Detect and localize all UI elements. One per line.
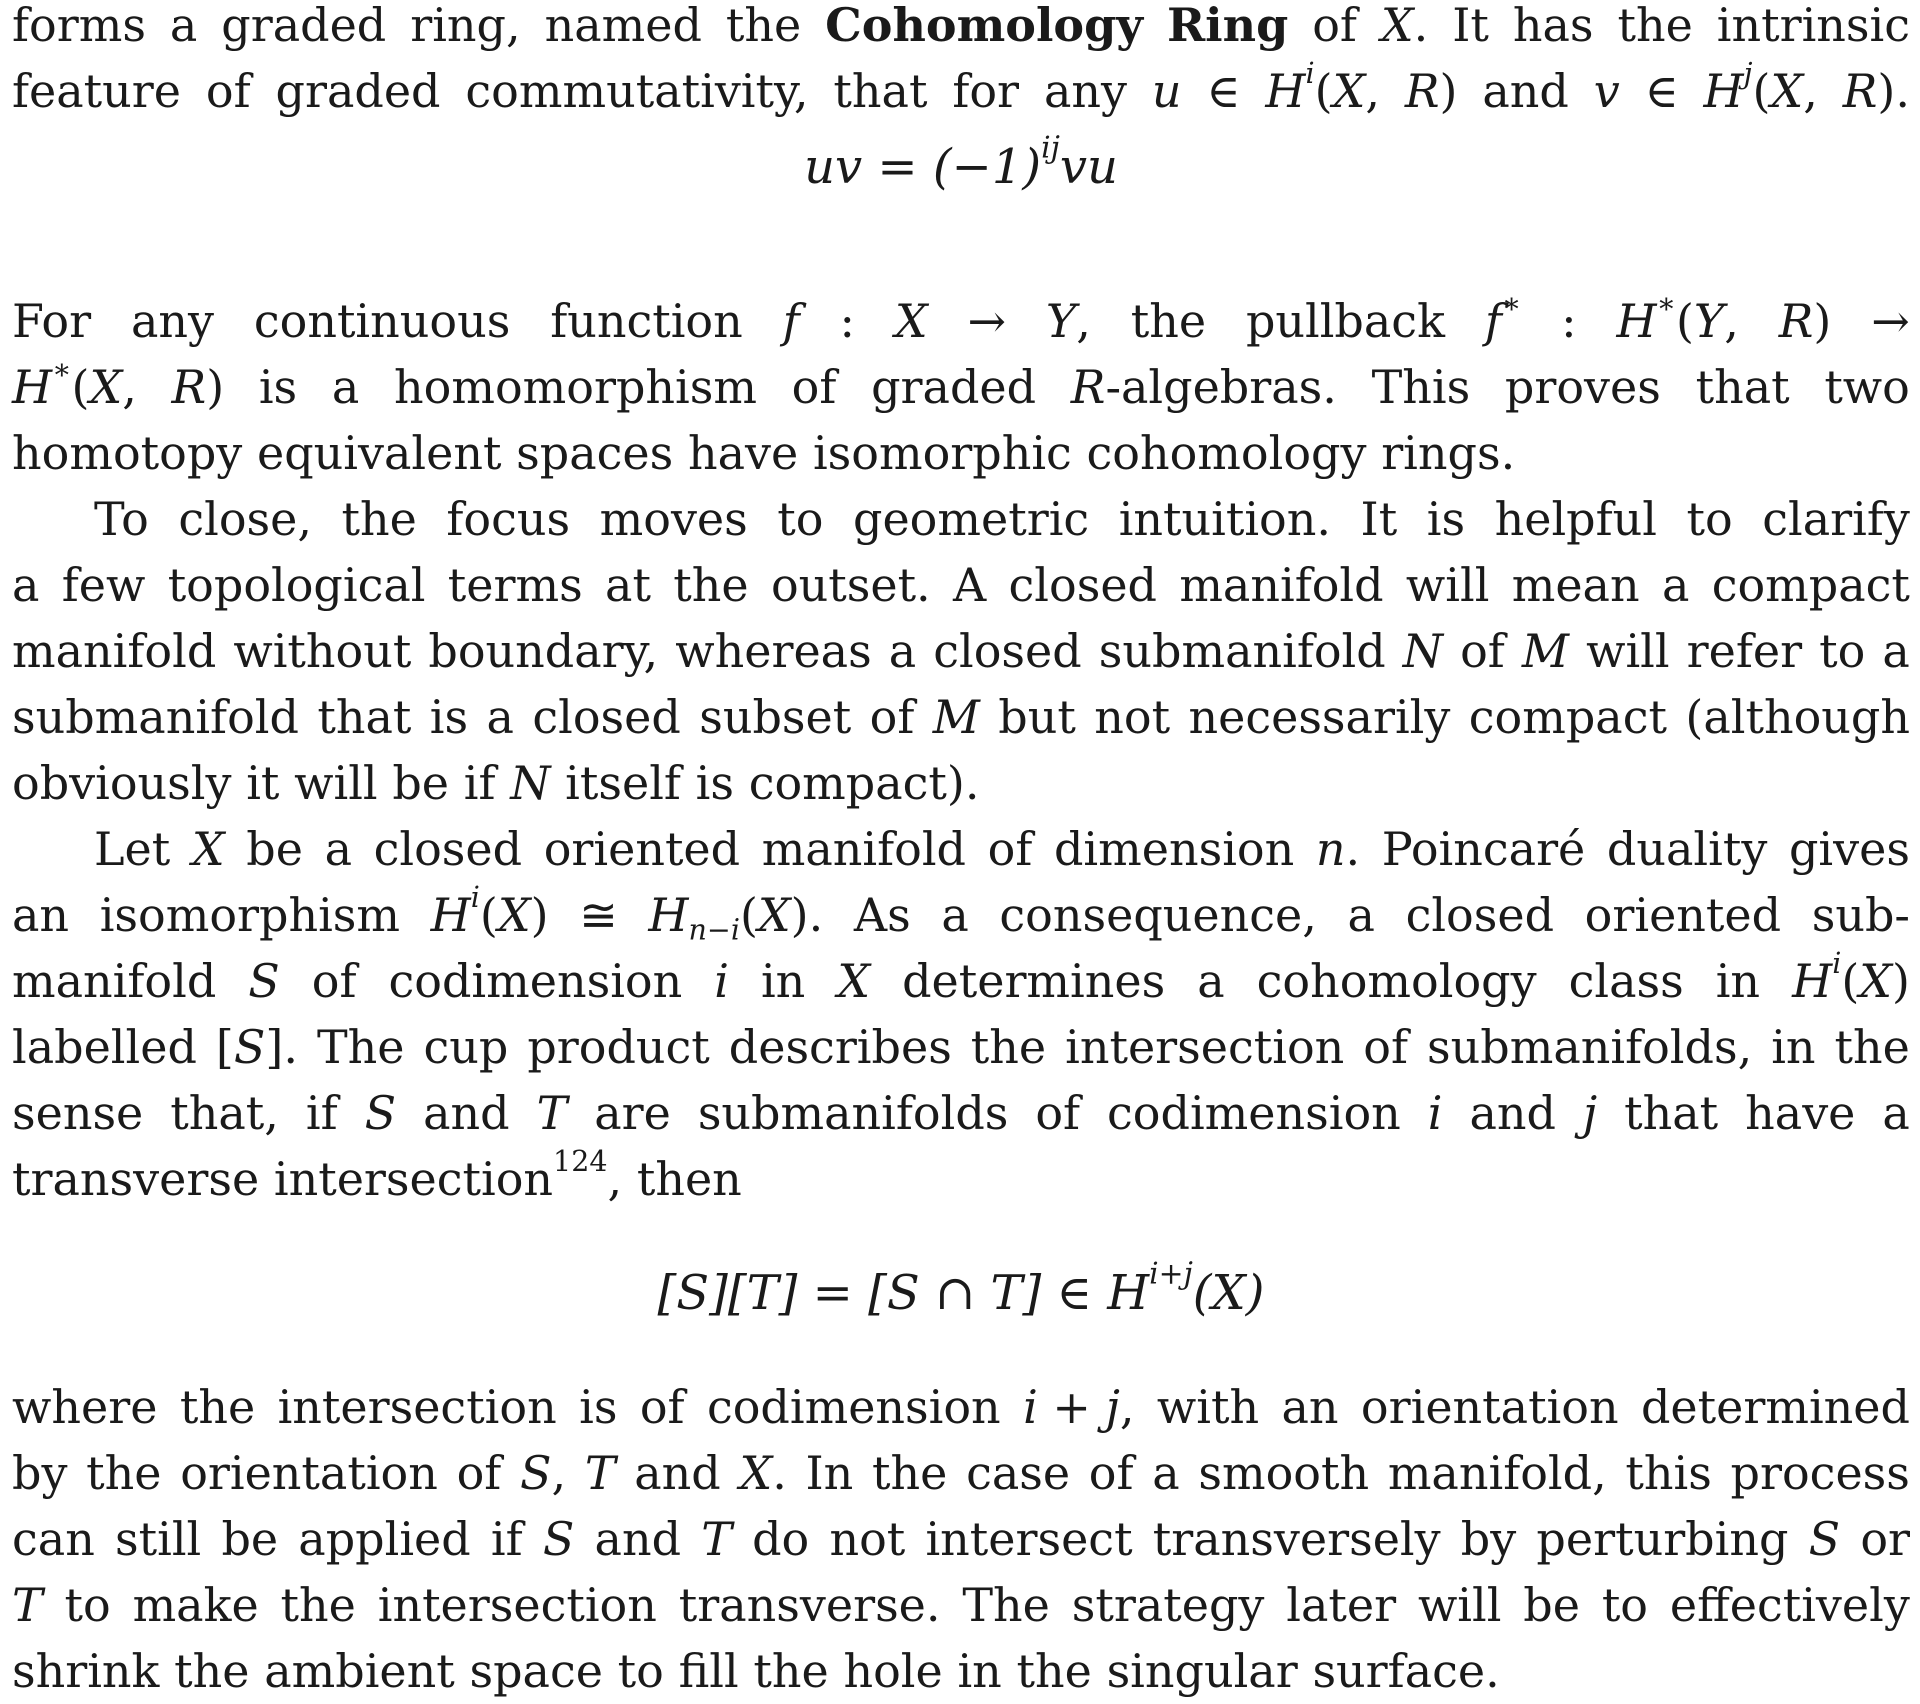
word: any xyxy=(1043,64,1127,118)
word: f∗ xyxy=(1484,286,1522,348)
word: that xyxy=(317,690,412,744)
word: For xyxy=(12,294,92,348)
word: codimension xyxy=(1107,1086,1401,1140)
word: A xyxy=(953,558,987,612)
word: isomorphism xyxy=(99,888,401,942)
word: u xyxy=(1151,64,1182,118)
word: S xyxy=(248,954,280,1008)
word: of xyxy=(791,360,837,414)
word: still xyxy=(115,1512,202,1566)
word: and xyxy=(1469,1086,1556,1140)
word: can xyxy=(12,1512,95,1566)
word: few xyxy=(61,558,146,612)
word: intuition. xyxy=(1118,492,1332,546)
word: homomorphism xyxy=(394,360,757,414)
word: will xyxy=(1586,624,1670,678)
word: This xyxy=(1371,360,1471,414)
word: applied xyxy=(298,1512,471,1566)
word: hole xyxy=(843,1644,943,1698)
text-line xyxy=(12,684,1910,750)
word: proves xyxy=(1504,360,1661,414)
word: be xyxy=(1523,1578,1580,1632)
word: rings. xyxy=(1381,426,1516,480)
text-line xyxy=(12,1638,1910,1704)
text-line xyxy=(12,1146,1910,1212)
word: closed xyxy=(933,624,1082,678)
word: ring, xyxy=(410,0,521,52)
word: the xyxy=(970,1020,1047,1074)
word: closed xyxy=(532,690,681,744)
word: to xyxy=(64,1578,111,1632)
text-line xyxy=(12,1572,1910,1638)
text-line xyxy=(12,420,1910,486)
word: dimension xyxy=(1053,822,1295,876)
word: graded xyxy=(221,0,387,52)
word: are xyxy=(594,1086,671,1140)
word: effectively xyxy=(1669,1578,1910,1632)
word: T xyxy=(584,1446,616,1500)
word: whereas xyxy=(675,624,872,678)
word: in xyxy=(760,954,806,1008)
word: of xyxy=(639,1380,685,1434)
word: later xyxy=(1286,1578,1397,1632)
word: transversely xyxy=(1152,1512,1441,1566)
text-line xyxy=(12,1014,1910,1080)
word: that, xyxy=(170,1086,279,1140)
word: function xyxy=(550,294,743,348)
word: determines xyxy=(902,954,1166,1008)
word: To xyxy=(94,492,149,546)
word: sub- xyxy=(1811,888,1910,942)
word: a xyxy=(1197,954,1225,1008)
word: then xyxy=(636,1152,742,1206)
word: of xyxy=(1035,1086,1081,1140)
word: R) xyxy=(171,360,225,414)
word: $H^j(X$, xyxy=(1703,56,1818,118)
word: a xyxy=(1882,1086,1910,1140)
word: case xyxy=(966,1446,1071,1500)
word: if xyxy=(463,756,496,810)
word: the xyxy=(725,0,802,52)
word: and xyxy=(423,1086,510,1140)
word: and xyxy=(594,1512,682,1566)
word: have xyxy=(687,426,799,480)
text-line xyxy=(12,552,1910,618)
word: in xyxy=(1771,1020,1816,1074)
word: of xyxy=(205,64,251,118)
word: As xyxy=(853,888,911,942)
word: The xyxy=(316,1020,405,1074)
word: $H^i(X)$ xyxy=(1792,946,1910,1008)
word: gives xyxy=(1788,822,1910,876)
word: has xyxy=(1512,0,1594,52)
word: T xyxy=(536,1086,568,1140)
word: the xyxy=(1130,294,1207,348)
word: determined xyxy=(1640,1380,1910,1434)
word: : xyxy=(839,294,855,348)
word: T xyxy=(701,1512,732,1566)
word: manifold xyxy=(761,822,966,876)
word: fill xyxy=(678,1644,739,1698)
word: closed xyxy=(373,822,523,876)
word: in xyxy=(957,1644,1002,1698)
word: intersect xyxy=(925,1512,1133,1566)
word: T xyxy=(12,1578,43,1632)
word: the xyxy=(872,1446,948,1500)
word: closed xyxy=(1008,558,1157,612)
word: smooth xyxy=(1198,1446,1370,1500)
word: of xyxy=(1088,1446,1134,1500)
word: oriented xyxy=(1584,888,1782,942)
word: of xyxy=(1460,624,1505,678)
word: closed xyxy=(1405,888,1555,942)
word: isomorphic xyxy=(812,426,1072,480)
word: manifold xyxy=(12,624,217,678)
word: not xyxy=(829,1512,906,1566)
word: j xyxy=(1582,1086,1598,1140)
word: and xyxy=(634,1446,721,1500)
text-line xyxy=(12,0,1910,58)
word: Y, xyxy=(1045,294,1091,348)
word: for xyxy=(952,64,1020,118)
word: equivalent xyxy=(256,426,502,480)
word: the xyxy=(673,558,749,612)
word: N xyxy=(1402,624,1444,678)
word: of xyxy=(1363,1020,1409,1074)
word: cohomology xyxy=(1256,954,1537,1008)
word: submanifold xyxy=(12,690,299,744)
word: of xyxy=(311,954,357,1008)
word: to xyxy=(1819,624,1866,678)
word: N xyxy=(510,756,551,810)
word: R) xyxy=(1404,64,1458,118)
word: the xyxy=(174,1644,250,1698)
text-line xyxy=(12,486,1910,552)
word: in xyxy=(1715,954,1761,1008)
word: codimension xyxy=(706,1380,1001,1434)
word: necessarily xyxy=(1188,690,1451,744)
word: moves xyxy=(599,492,748,546)
word: named xyxy=(544,0,702,52)
word: orientation xyxy=(180,1446,438,1500)
word: v xyxy=(1593,64,1620,118)
word: by xyxy=(1460,1512,1517,1566)
word: of xyxy=(869,690,915,744)
text-line xyxy=(12,58,1910,124)
word: R-algebras. xyxy=(1070,360,1337,414)
word: $H^i(X$, xyxy=(1265,56,1380,118)
word: to xyxy=(617,1644,664,1698)
paragraph-intersection xyxy=(12,1374,1910,1704)
word: Let xyxy=(94,822,171,876)
word: the xyxy=(86,1446,162,1500)
word: X. xyxy=(739,1446,787,1500)
word: close, xyxy=(178,492,312,546)
word: space xyxy=(469,1644,603,1698)
word: itself xyxy=(565,756,681,810)
word: S xyxy=(1808,1512,1841,1566)
word: submanifolds, xyxy=(1427,1020,1753,1074)
word: intersection xyxy=(277,1380,557,1434)
word: The xyxy=(962,1578,1050,1632)
word: R). xyxy=(1842,64,1910,118)
text-line xyxy=(12,288,1910,354)
text-line xyxy=(12,882,1910,948)
word: or xyxy=(1860,1512,1910,1566)
word: X xyxy=(191,822,225,876)
word: of xyxy=(456,1446,502,1500)
word: feature xyxy=(12,64,181,118)
word: be xyxy=(392,756,450,810)
word: orientation xyxy=(1360,1380,1619,1434)
word: shrink xyxy=(12,1644,160,1698)
word: that xyxy=(833,64,928,118)
word: a xyxy=(324,822,352,876)
word: singular xyxy=(1106,1644,1298,1698)
word: make xyxy=(132,1578,259,1632)
word: submanifolds xyxy=(697,1086,1009,1140)
word: a xyxy=(1347,888,1375,942)
word: product xyxy=(527,1020,710,1074)
text-line xyxy=(12,1374,1910,1440)
word: continuous xyxy=(253,294,511,348)
word: intersection xyxy=(1065,1020,1345,1074)
word: $H_{n-i}(X)$. xyxy=(648,888,824,947)
word: compact). xyxy=(748,756,980,810)
word: is xyxy=(1426,492,1466,546)
word: be xyxy=(246,822,303,876)
word: ≅ xyxy=(579,888,618,942)
word: a xyxy=(169,0,198,52)
word: strategy xyxy=(1071,1578,1265,1632)
word: compact xyxy=(1711,558,1910,612)
word: the xyxy=(341,492,417,546)
word: is xyxy=(429,690,469,744)
word: it xyxy=(246,756,280,810)
word: is xyxy=(258,360,298,414)
text-line xyxy=(12,816,1910,882)
word: f xyxy=(782,294,800,348)
paragraph-poincare-duality xyxy=(12,816,1910,1212)
word: submanifold xyxy=(1098,624,1386,678)
word: consequence, xyxy=(999,888,1317,942)
word: a xyxy=(1882,624,1910,678)
text-line xyxy=(12,1440,1910,1506)
word: spaces xyxy=(516,426,674,480)
word: a xyxy=(486,690,514,744)
word: X xyxy=(894,294,928,348)
word: is xyxy=(579,1380,618,1434)
word: surface. xyxy=(1312,1644,1500,1698)
word: any xyxy=(130,294,214,348)
word: describes xyxy=(728,1020,952,1074)
word: be xyxy=(221,1512,279,1566)
word: homotopy xyxy=(12,426,243,480)
word: mean xyxy=(1511,558,1640,612)
word: is xyxy=(695,756,734,810)
word: of xyxy=(987,822,1033,876)
word: subset xyxy=(699,690,852,744)
word: commutativity, xyxy=(465,64,809,118)
word: will xyxy=(1417,1578,1502,1632)
word: Ring xyxy=(1166,0,1289,52)
word: manifold xyxy=(12,954,217,1008)
word: the xyxy=(1834,1020,1910,1074)
word: boundary, xyxy=(428,624,659,678)
equation-cup-product: [S][T] = [S ∩ T] ∈ $H^{i+j}(X)$ xyxy=(657,1256,1265,1321)
word: H∗(X, xyxy=(12,352,137,414)
word: $H^i(X)$ xyxy=(430,880,549,942)
word: perturbing xyxy=(1536,1512,1789,1566)
text-line xyxy=(12,618,1910,684)
word: to xyxy=(777,492,824,546)
word: [S]. xyxy=(215,1020,298,1074)
word: R) xyxy=(1778,294,1832,348)
word: graded xyxy=(871,360,1037,414)
word: Cohomology xyxy=(825,0,1143,52)
word: where xyxy=(12,1380,158,1434)
word: the xyxy=(753,1644,829,1698)
word: focus xyxy=(446,492,571,546)
word: In xyxy=(805,1446,854,1500)
word: have xyxy=(1745,1086,1856,1140)
word: S xyxy=(364,1086,397,1140)
word: to xyxy=(1601,1578,1648,1632)
word: refer xyxy=(1686,624,1803,678)
word: geometric xyxy=(853,492,1090,546)
word: intersection$^{124}$, xyxy=(273,1144,623,1206)
word: the xyxy=(280,1578,356,1632)
word: labelled xyxy=(12,1020,197,1074)
word: forms xyxy=(12,0,146,52)
word: and xyxy=(1482,64,1569,118)
word: S xyxy=(542,1512,575,1566)
word: an xyxy=(12,888,70,942)
word: sense xyxy=(12,1086,144,1140)
word: if xyxy=(305,1086,338,1140)
paragraph-cohomology-ring xyxy=(12,0,1910,124)
word: will xyxy=(1405,558,1490,612)
word: if xyxy=(490,1512,523,1566)
word: the xyxy=(1016,1644,1092,1698)
word: that xyxy=(1695,360,1790,414)
word: this xyxy=(1625,1446,1712,1500)
word: graded xyxy=(275,64,441,118)
word: duality xyxy=(1606,822,1768,876)
word: It xyxy=(1360,492,1398,546)
word: i xyxy=(1427,1086,1443,1140)
word: clarify xyxy=(1762,492,1910,546)
word: → xyxy=(967,294,1007,348)
word: M xyxy=(1521,624,1570,678)
text-line xyxy=(12,1506,1910,1572)
word: manifold, xyxy=(1387,1446,1607,1500)
equation-graded-commutativity: uv = $(-1)^{ij}vu$ xyxy=(804,130,1118,195)
word: : xyxy=(1561,294,1577,348)
word: intrinsic xyxy=(1716,0,1910,52)
word: oriented xyxy=(543,822,741,876)
word: by xyxy=(12,1446,68,1500)
word: topological xyxy=(167,558,426,612)
text-line xyxy=(12,750,1910,816)
word: i xyxy=(714,954,729,1008)
word: H∗(Y, xyxy=(1616,286,1739,348)
word: of xyxy=(1312,0,1357,52)
word: ∈ xyxy=(1644,64,1679,118)
text-line xyxy=(12,948,1910,1014)
word: terms xyxy=(447,558,583,612)
word: at xyxy=(605,558,651,612)
word: X xyxy=(837,954,871,1008)
text-line xyxy=(12,354,1910,420)
word: It xyxy=(1452,0,1489,52)
word: class xyxy=(1568,954,1684,1008)
word: a xyxy=(941,888,969,942)
word: not xyxy=(1094,690,1171,744)
word: a xyxy=(1661,558,1690,612)
word: a xyxy=(12,558,40,612)
word: compact xyxy=(1468,690,1667,744)
word: a xyxy=(331,360,360,414)
word: process xyxy=(1730,1446,1910,1500)
word: outset. xyxy=(770,558,931,612)
word: helpful xyxy=(1494,492,1657,546)
word: cohomology xyxy=(1086,426,1367,480)
word: → xyxy=(1871,294,1910,348)
word: n. xyxy=(1315,822,1361,876)
word: the xyxy=(179,1380,256,1434)
word: S, xyxy=(520,1446,567,1500)
word: codimension xyxy=(388,954,683,1008)
word: (although xyxy=(1685,690,1910,744)
word: cup xyxy=(423,1020,509,1074)
paragraph-geometric-intuition xyxy=(12,486,1910,816)
word: the xyxy=(1617,0,1693,52)
word: intersection xyxy=(377,1578,657,1632)
word: M xyxy=(932,690,980,744)
word: X. xyxy=(1380,0,1429,52)
word: two xyxy=(1824,360,1910,414)
text-line xyxy=(12,1080,1910,1146)
word: pullback xyxy=(1245,294,1445,348)
word: transverse. xyxy=(678,1578,941,1632)
word: do xyxy=(752,1512,810,1566)
word: Poincaré xyxy=(1381,822,1586,876)
word: an xyxy=(1281,1380,1339,1434)
word: to xyxy=(1686,492,1733,546)
word: a xyxy=(888,624,917,678)
word: i + j, xyxy=(1023,1380,1135,1434)
word: with xyxy=(1156,1380,1260,1434)
word: obviously xyxy=(12,756,232,810)
word: manifold xyxy=(1179,558,1384,612)
paragraph-pullback xyxy=(12,288,1910,486)
word: ambient xyxy=(264,1644,455,1698)
word: transverse xyxy=(12,1152,260,1206)
word: a xyxy=(1152,1446,1180,1500)
word: will xyxy=(294,756,378,810)
word: ∈ xyxy=(1206,64,1241,118)
word: but xyxy=(998,690,1076,744)
word: without xyxy=(233,624,412,678)
word: that xyxy=(1624,1086,1719,1140)
